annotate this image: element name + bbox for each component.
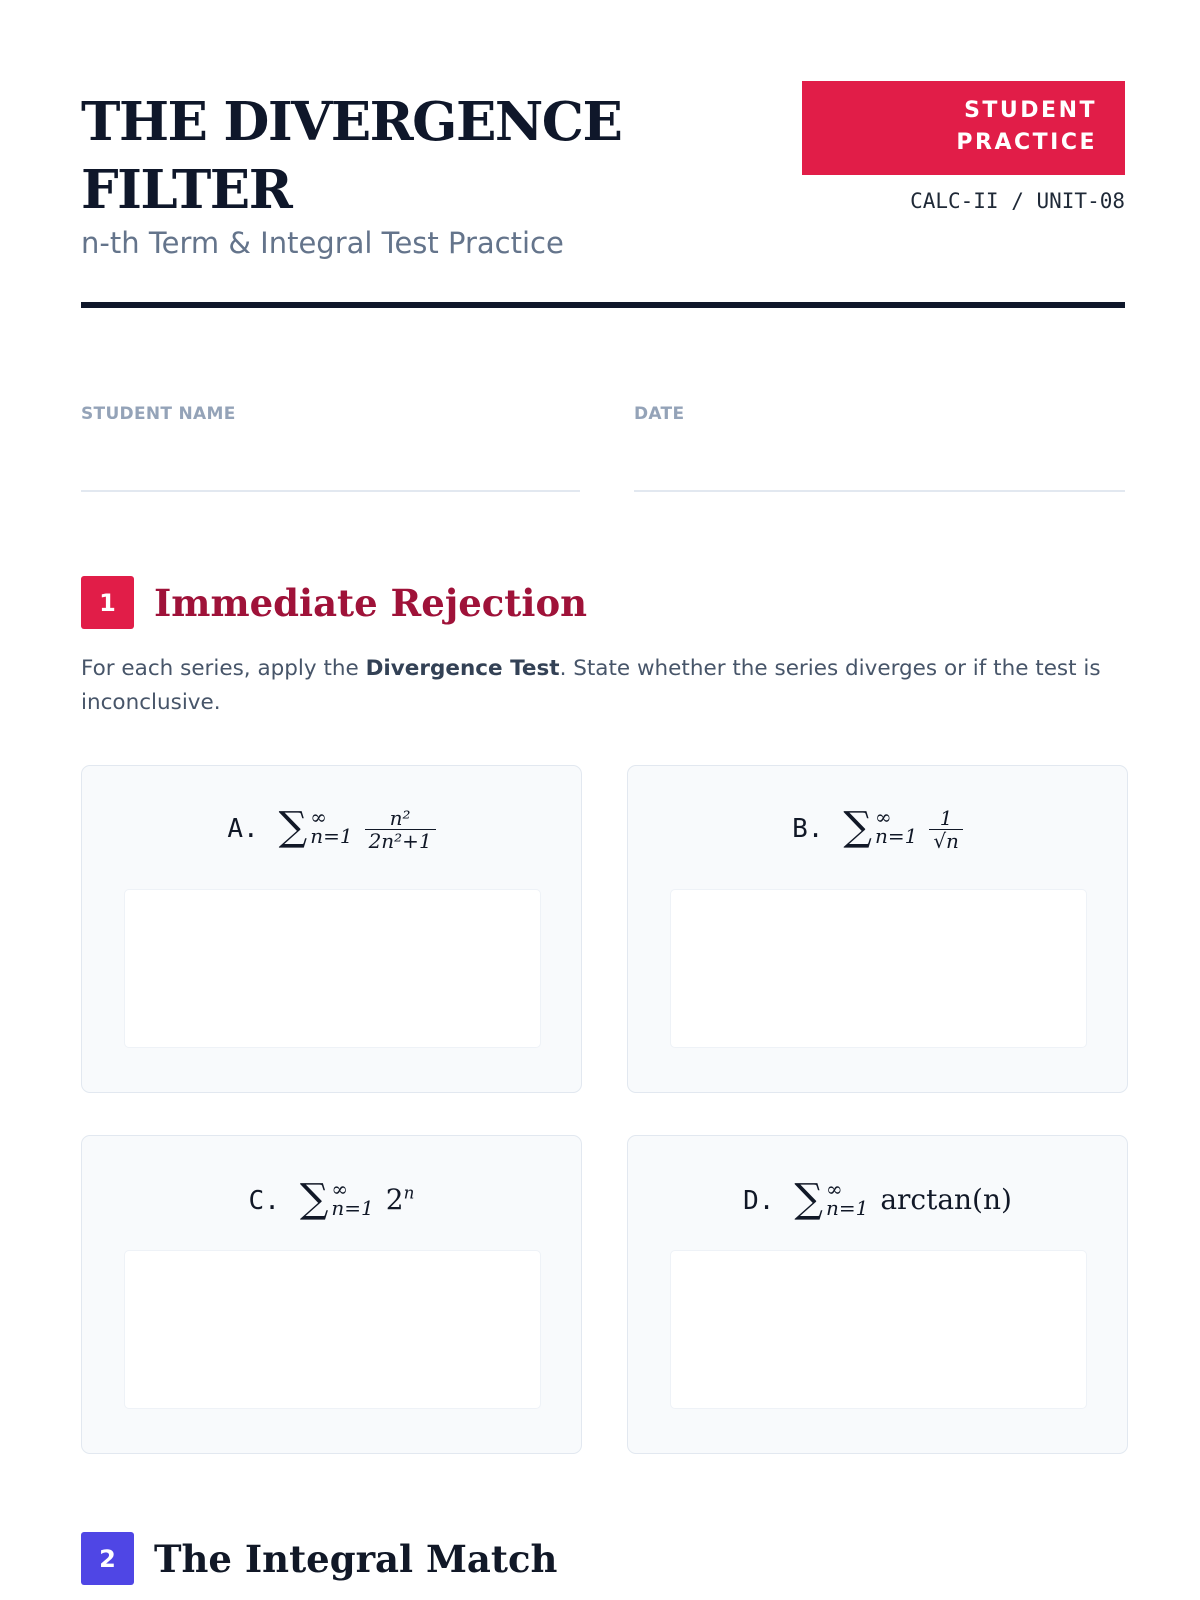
student-name-label: STUDENT NAME xyxy=(81,404,236,424)
answer-box-b[interactable] xyxy=(670,889,1087,1048)
problem-letter: C. xyxy=(248,1186,280,1216)
sum-upper: ∞ xyxy=(331,1177,349,1201)
problem-card-c xyxy=(81,1135,582,1454)
problem-letter: D. xyxy=(743,1186,775,1216)
badge-line-1: STUDENT xyxy=(964,98,1097,123)
term-fraction xyxy=(365,807,436,852)
header-divider xyxy=(81,302,1125,308)
sigma-symbol: ∑ xyxy=(794,1176,823,1222)
sum-limits xyxy=(310,805,353,848)
term-expression: arctan(n) xyxy=(880,1183,1012,1216)
sigma-symbol: ∑ xyxy=(278,804,308,850)
answer-box-d[interactable] xyxy=(670,1250,1087,1409)
problem-card-a xyxy=(81,765,582,1093)
denominator: 2n²+1 xyxy=(365,829,436,852)
sum-lower: n=1 xyxy=(331,1196,374,1220)
sum-upper: ∞ xyxy=(825,1177,843,1201)
answer-box-c[interactable] xyxy=(124,1250,541,1409)
title-line-1: THE DIVERGENCE xyxy=(81,91,622,153)
problem-card-d xyxy=(627,1135,1128,1454)
section-1-heading xyxy=(81,576,587,629)
sum-limits xyxy=(825,1177,869,1220)
answer-box-a[interactable] xyxy=(124,889,541,1048)
sum-limits xyxy=(331,1177,374,1220)
badge-line-2: PRACTICE xyxy=(956,130,1097,155)
date-label: DATE xyxy=(634,404,685,424)
sum-upper: ∞ xyxy=(874,805,892,829)
problem-card-b xyxy=(627,765,1128,1093)
problem-letter: A. xyxy=(227,814,259,844)
sum-lower: n=1 xyxy=(825,1196,869,1220)
denominator: √n xyxy=(929,829,963,852)
section-1-title: Immediate Rejection xyxy=(154,580,588,625)
instructions-text-end: . State whether the series diverges or if the test is inconclusive. xyxy=(81,656,1101,715)
numerator: n² xyxy=(389,806,411,830)
date-field[interactable] xyxy=(634,490,1125,492)
title-line-2: FILTER xyxy=(81,159,292,221)
instructions-bold-term: Divergence Test xyxy=(365,656,560,681)
unit-code: CALC-II / UNIT-08 xyxy=(910,189,1125,213)
section-1-instructions xyxy=(81,652,1125,720)
student-name-field[interactable] xyxy=(81,490,580,492)
term-fraction xyxy=(929,807,963,852)
problem-b-expression xyxy=(628,804,1127,852)
section-1-number: 1 xyxy=(81,576,134,629)
sum-lower: n=1 xyxy=(310,824,353,848)
sum-lower: n=1 xyxy=(874,824,918,848)
page-subtitle: n-th Term & Integral Test Practice xyxy=(81,226,564,260)
worksheet-header xyxy=(81,88,1125,260)
problem-a-expression xyxy=(82,804,581,852)
instructions-text: For each series, apply the xyxy=(81,656,366,681)
sigma-symbol: ∑ xyxy=(299,1176,329,1222)
section-2-heading xyxy=(81,1532,557,1585)
student-practice-badge xyxy=(802,81,1125,175)
problem-d-expression xyxy=(628,1176,1127,1222)
sigma-symbol: ∑ xyxy=(843,804,872,850)
numerator: 1 xyxy=(939,806,953,830)
term-base: 2 xyxy=(385,1183,404,1216)
sum-limits xyxy=(874,805,918,848)
sum-upper: ∞ xyxy=(310,805,327,829)
problem-c-expression xyxy=(82,1176,581,1222)
section-2-number: 2 xyxy=(81,1532,134,1585)
problem-letter: B. xyxy=(792,814,824,844)
section-2-title: The Integral Match xyxy=(154,1536,558,1581)
term-exponent: n xyxy=(403,1182,415,1203)
